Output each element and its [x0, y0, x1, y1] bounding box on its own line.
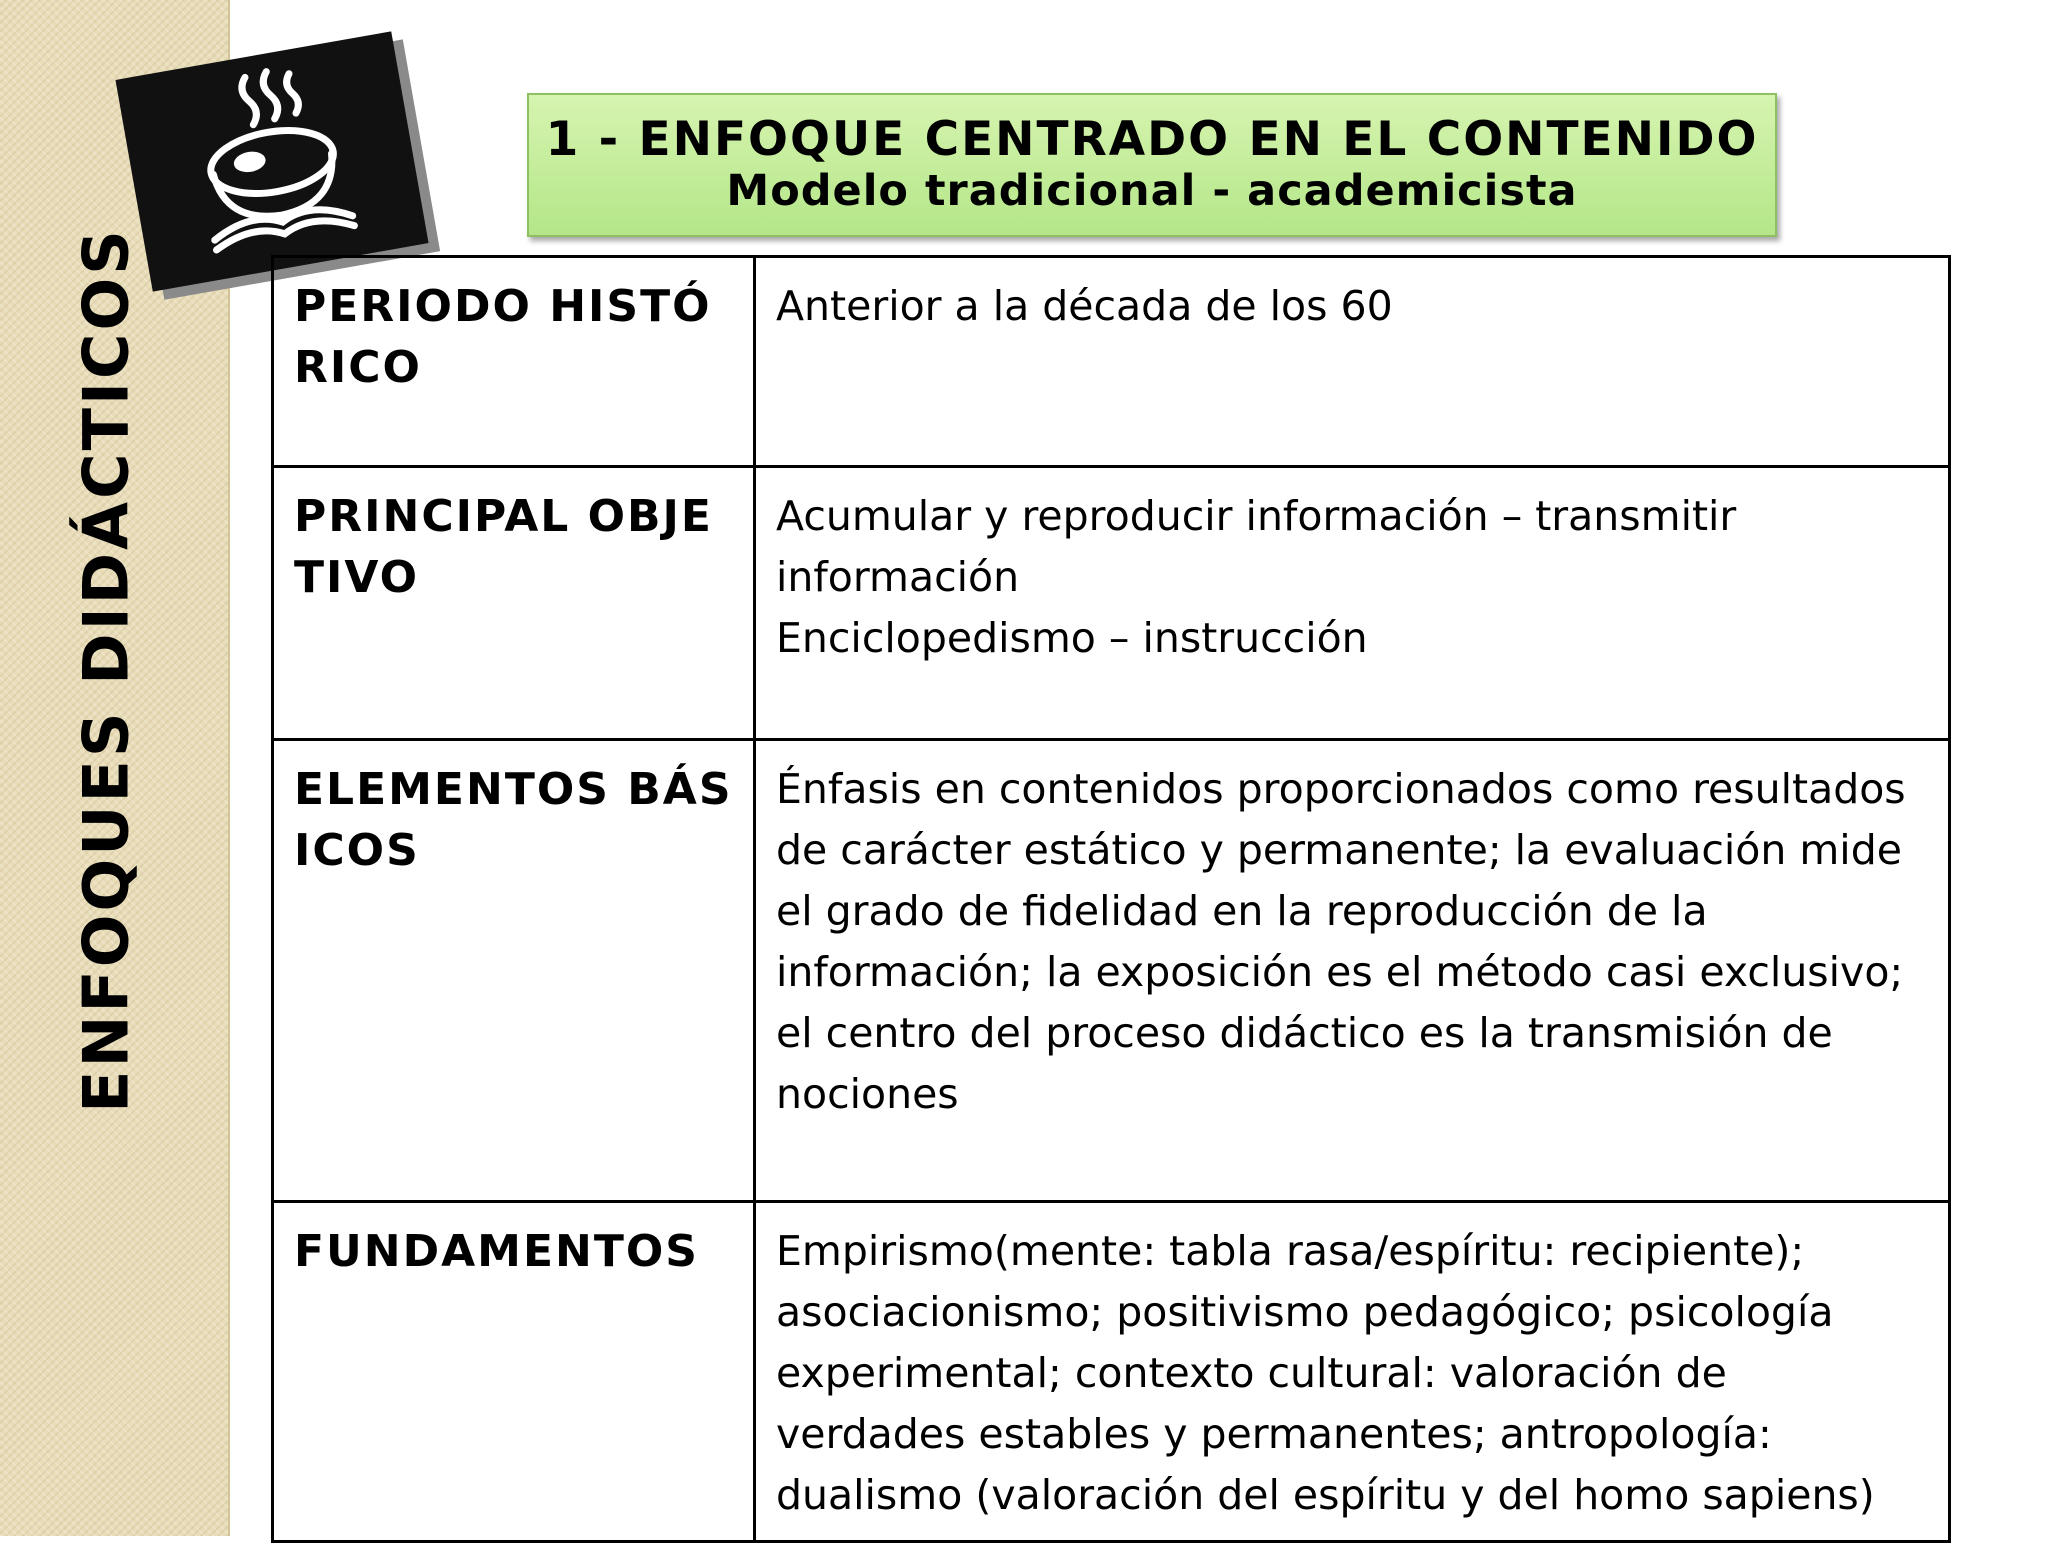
title-box: [527, 93, 1777, 237]
row-label: PRINCIPAL OBJETIVO: [273, 467, 755, 740]
table-row: [273, 257, 1950, 467]
row-label: FUNDAMENTOS: [273, 1202, 755, 1542]
table-row: [273, 1202, 1950, 1542]
table-row: [273, 740, 1950, 1202]
row-label: PERIODO HISTÓRICO: [273, 257, 755, 467]
row-value: [755, 1202, 1950, 1542]
value-line: Anterior a la década de los 60: [776, 282, 1393, 330]
row-value: [755, 740, 1950, 1202]
table-row: [273, 467, 1950, 740]
value-line: Empirismo(mente: tabla rasa/espíritu: recipiente); asociacionismo; positivismo pedagógico; psicología experimental; contexto cultural: valoración de verdades estables y permanentes; antropología: dualismo (valoración del espíritu y del homo sapiens): [776, 1227, 1875, 1519]
value-line: Acumular y reproducir información – transmitir información: [776, 492, 1737, 601]
info-table: [271, 255, 1951, 1543]
row-value: [755, 257, 1950, 467]
page-title: 1 - ENFOQUE CENTRADO EN EL CONTENIDO: [545, 112, 1759, 167]
row-label: ELEMENTOS BÁSICOS: [273, 740, 755, 1202]
value-line: Enciclopedismo – instrucción: [776, 614, 1368, 662]
value-line: Énfasis en contenidos proporcionados como resultados de carácter estático y permanente; la evaluación mide el grado de fidelidad en la reproducción de la información; la exposición es el método casi exclusivo; el centro del proceso didáctico es la transmisión de nociones: [776, 765, 1906, 1118]
sidebar-title: ENFOQUES DIDÁCTICOS: [69, 227, 143, 1113]
row-value: [755, 467, 1950, 740]
page-subtitle: Modelo tradicional - academicista: [726, 166, 1578, 217]
